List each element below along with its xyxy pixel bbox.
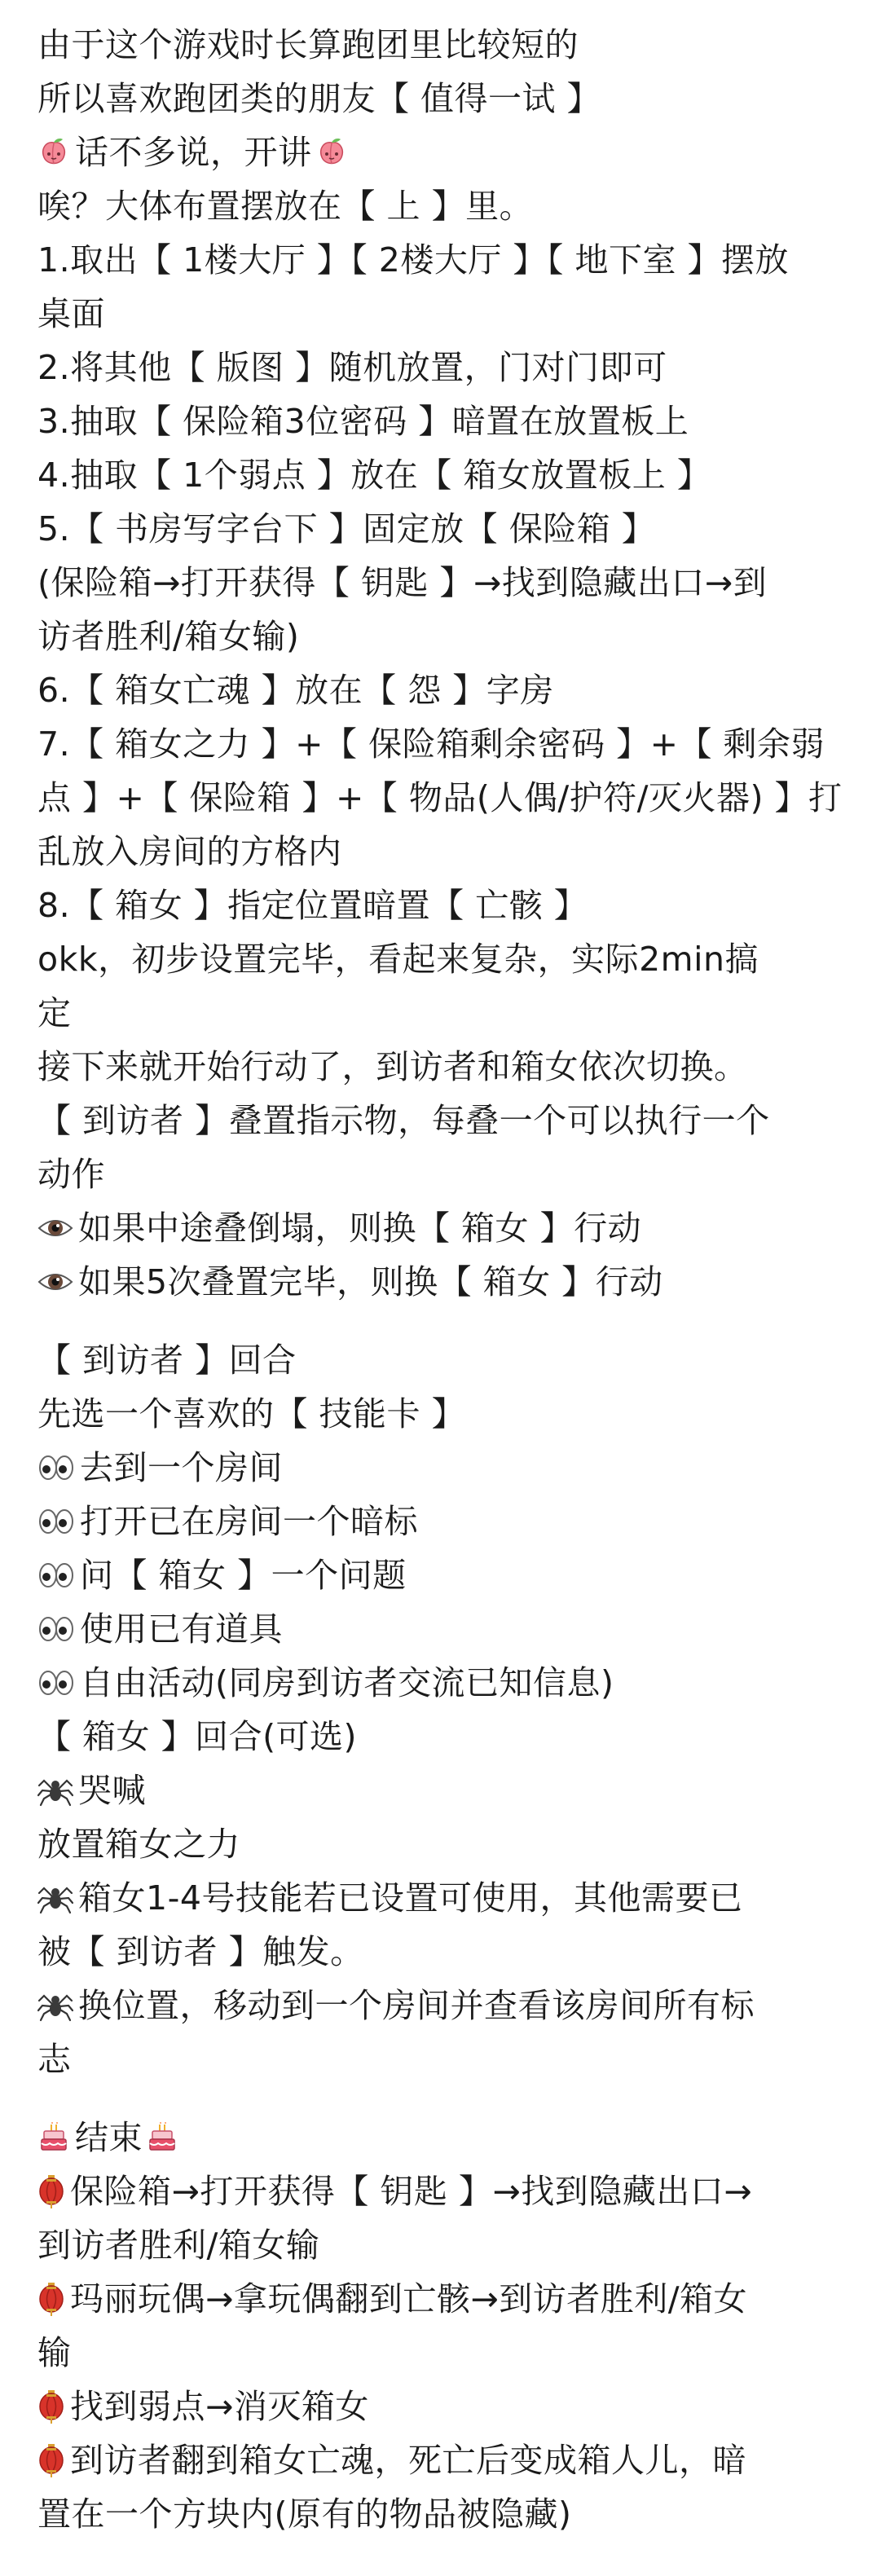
- line-text: 放置箱女之力: [37, 1825, 240, 1864]
- line-text: 找到弱点→消灭箱女: [70, 2387, 369, 2426]
- text-line: [37, 1602, 839, 1656]
- text-line: [37, 2272, 839, 2326]
- spider-icon: [37, 1774, 73, 1807]
- line-text: okk，初步设置完毕，看起来复杂，实际2min搞: [37, 940, 759, 979]
- line-text: 哭喊: [78, 1771, 146, 1810]
- line-text: 5.【 书房写字台下 】固定放【 保险箱 】: [37, 509, 656, 548]
- text-line: [37, 1333, 839, 1387]
- cake-icon: [146, 2121, 178, 2154]
- eye-icon: [37, 1267, 73, 1297]
- eye-icon: [37, 1213, 73, 1243]
- cake-icon: [37, 2121, 70, 2154]
- line-text: 唉？大体布置摆放在【 上 】里。: [37, 187, 534, 226]
- text-line: [37, 1040, 839, 1094]
- line-text: 【 到访者 】回合: [37, 1341, 297, 1380]
- text-line: [37, 233, 839, 287]
- blank-line: [37, 1309, 839, 1333]
- text-line: [37, 771, 843, 825]
- lantern-icon: [37, 2389, 65, 2424]
- text-line: [37, 2164, 839, 2218]
- text-line: [37, 1201, 839, 1255]
- text-line: [37, 72, 839, 125]
- text-line: [37, 1925, 839, 1979]
- line-text: 箱女1-4号技能若已设置可使用，其他需要已: [78, 1878, 743, 1918]
- line-text: 置在一个方块内(原有的物品被隐藏): [37, 2495, 572, 2534]
- text-line: [37, 556, 839, 610]
- text-line: [37, 1387, 839, 1441]
- line-text: 点 】+【 保险箱 】+【 物品(人偶/护符/灭火器) 】打: [37, 778, 843, 817]
- line-text: 6.【 箱女亡魂 】放在【 怨 】字房: [37, 671, 554, 710]
- eyes-icon: [37, 1507, 75, 1536]
- line-text: 1.取出【 1楼大厅 】【 2楼大厅 】【 地下室 】摆放: [37, 240, 789, 280]
- line-text: 打开已在房间一个暗标: [80, 1502, 418, 1541]
- text-line: [37, 1871, 839, 1925]
- line-text: 动作: [37, 1155, 105, 1194]
- eyes-icon: [37, 1453, 75, 1482]
- lantern-icon: [37, 2174, 65, 2208]
- text-line: [37, 341, 839, 394]
- line-text: 自由活动(同房到访者交流已知信息): [80, 1663, 614, 1702]
- text-line: [37, 502, 839, 556]
- line-text: 所以喜欢跑团类的朋友【 值得一试 】: [37, 79, 601, 118]
- text-line: [37, 1548, 839, 1602]
- line-text: 问【 箱女 】一个问题: [80, 1556, 407, 1595]
- text-line: [37, 1495, 839, 1548]
- line-text: 玛丽玩偶→拿玩偶翻到亡骸→到访者胜利/箱女: [70, 2279, 748, 2318]
- line-text: 如果5次叠置完毕，则换【 箱女 】行动: [78, 1262, 663, 1301]
- line-text: 被【 到访者 】触发。: [37, 1932, 364, 1971]
- line-text: 由于这个游戏时长算跑团里比较短的: [37, 25, 579, 64]
- text-line: [37, 1147, 839, 1201]
- line-text: 接下来就开始行动了，到访者和箱女依次切换。: [37, 1047, 748, 1086]
- spider-icon: [37, 1882, 73, 1914]
- text-line: [37, 825, 839, 878]
- line-text: 访者胜利/箱女输): [37, 617, 300, 656]
- text-line: [37, 2111, 839, 2164]
- line-text: 结束: [75, 2118, 143, 2157]
- text-line: [37, 1710, 839, 1764]
- text-line: [37, 394, 839, 448]
- text-line: [37, 2380, 839, 2433]
- text-line: [37, 1656, 839, 1710]
- text-line: [37, 448, 839, 502]
- line-text: 4.抽取【 1个弱点 】放在【 箱女放置板上 】: [37, 456, 711, 495]
- text-line: [37, 986, 839, 1040]
- text-line: [37, 1441, 839, 1495]
- line-text: (保险箱→打开获得【 钥匙 】→找到隐藏出口→到: [37, 563, 768, 602]
- text-line: [37, 2032, 839, 2086]
- text-line: [37, 610, 839, 663]
- line-text: 先选一个喜欢的【 技能卡 】: [37, 1394, 466, 1433]
- line-text: 【 箱女 】回合(可选): [37, 1717, 358, 1756]
- line-text: 8.【 箱女 】指定位置暗置【 亡骸 】: [37, 886, 588, 925]
- line-text: 桌面: [37, 294, 105, 333]
- peach-icon: [315, 136, 348, 169]
- peach-icon: [37, 136, 70, 169]
- line-text: 话不多说，开讲: [75, 133, 312, 172]
- text-line: [37, 18, 839, 72]
- text-line: [37, 287, 839, 341]
- line-text: 使用已有道具: [80, 1609, 283, 1649]
- text-line: [37, 878, 839, 932]
- text-line: [37, 663, 839, 717]
- line-text: 【 到访者 】叠置指示物，每叠一个可以执行一个: [37, 1101, 770, 1140]
- text-line: [37, 1764, 839, 1817]
- text-line: [37, 717, 839, 771]
- line-text: 7.【 箱女之力 】+【 保险箱剩余密码 】+【 剩余弱: [37, 724, 825, 764]
- text-line: [37, 1255, 839, 1309]
- line-text: 3.抽取【 保险箱3位密码 】暗置在放置板上: [37, 402, 689, 441]
- line-text: 到访者胜利/箱女输: [37, 2226, 320, 2265]
- text-line: [37, 1094, 839, 1147]
- line-text: 保险箱→打开获得【 钥匙 】→找到隐藏出口→: [70, 2172, 753, 2211]
- lantern-icon: [37, 2443, 65, 2477]
- eyes-icon: [37, 1614, 75, 1644]
- text-line: [37, 2326, 839, 2380]
- line-text: 换位置，移动到一个房间并查看该房间所有标: [78, 1986, 755, 2025]
- spider-icon: [37, 1989, 73, 2022]
- line-text: 如果中途叠倒塌，则换【 箱女 】行动: [78, 1209, 642, 1248]
- line-text: 2.将其他【 版图 】随机放置，门对门即可: [37, 348, 667, 387]
- line-text: 到访者翻到箱女亡魂，死亡后变成箱人儿，暗: [70, 2441, 746, 2480]
- text-line: [37, 2487, 839, 2541]
- text-line: [37, 125, 839, 179]
- text-line: [37, 1817, 839, 1871]
- line-text: 定: [37, 993, 72, 1033]
- line-text: 志: [37, 2040, 72, 2079]
- line-text: 乱放入房间的方格内: [37, 832, 342, 871]
- text-line: [37, 179, 839, 233]
- eyes-icon: [37, 1561, 75, 1590]
- text-line: [37, 1979, 839, 2032]
- blank-line: [37, 2086, 839, 2111]
- line-text: 输: [37, 2333, 72, 2372]
- line-text: 去到一个房间: [80, 1448, 283, 1487]
- text-line: [37, 2433, 839, 2487]
- lantern-icon: [37, 2282, 65, 2316]
- eyes-icon: [37, 1668, 75, 1698]
- text-line: [37, 2218, 839, 2272]
- text-line: [37, 932, 839, 986]
